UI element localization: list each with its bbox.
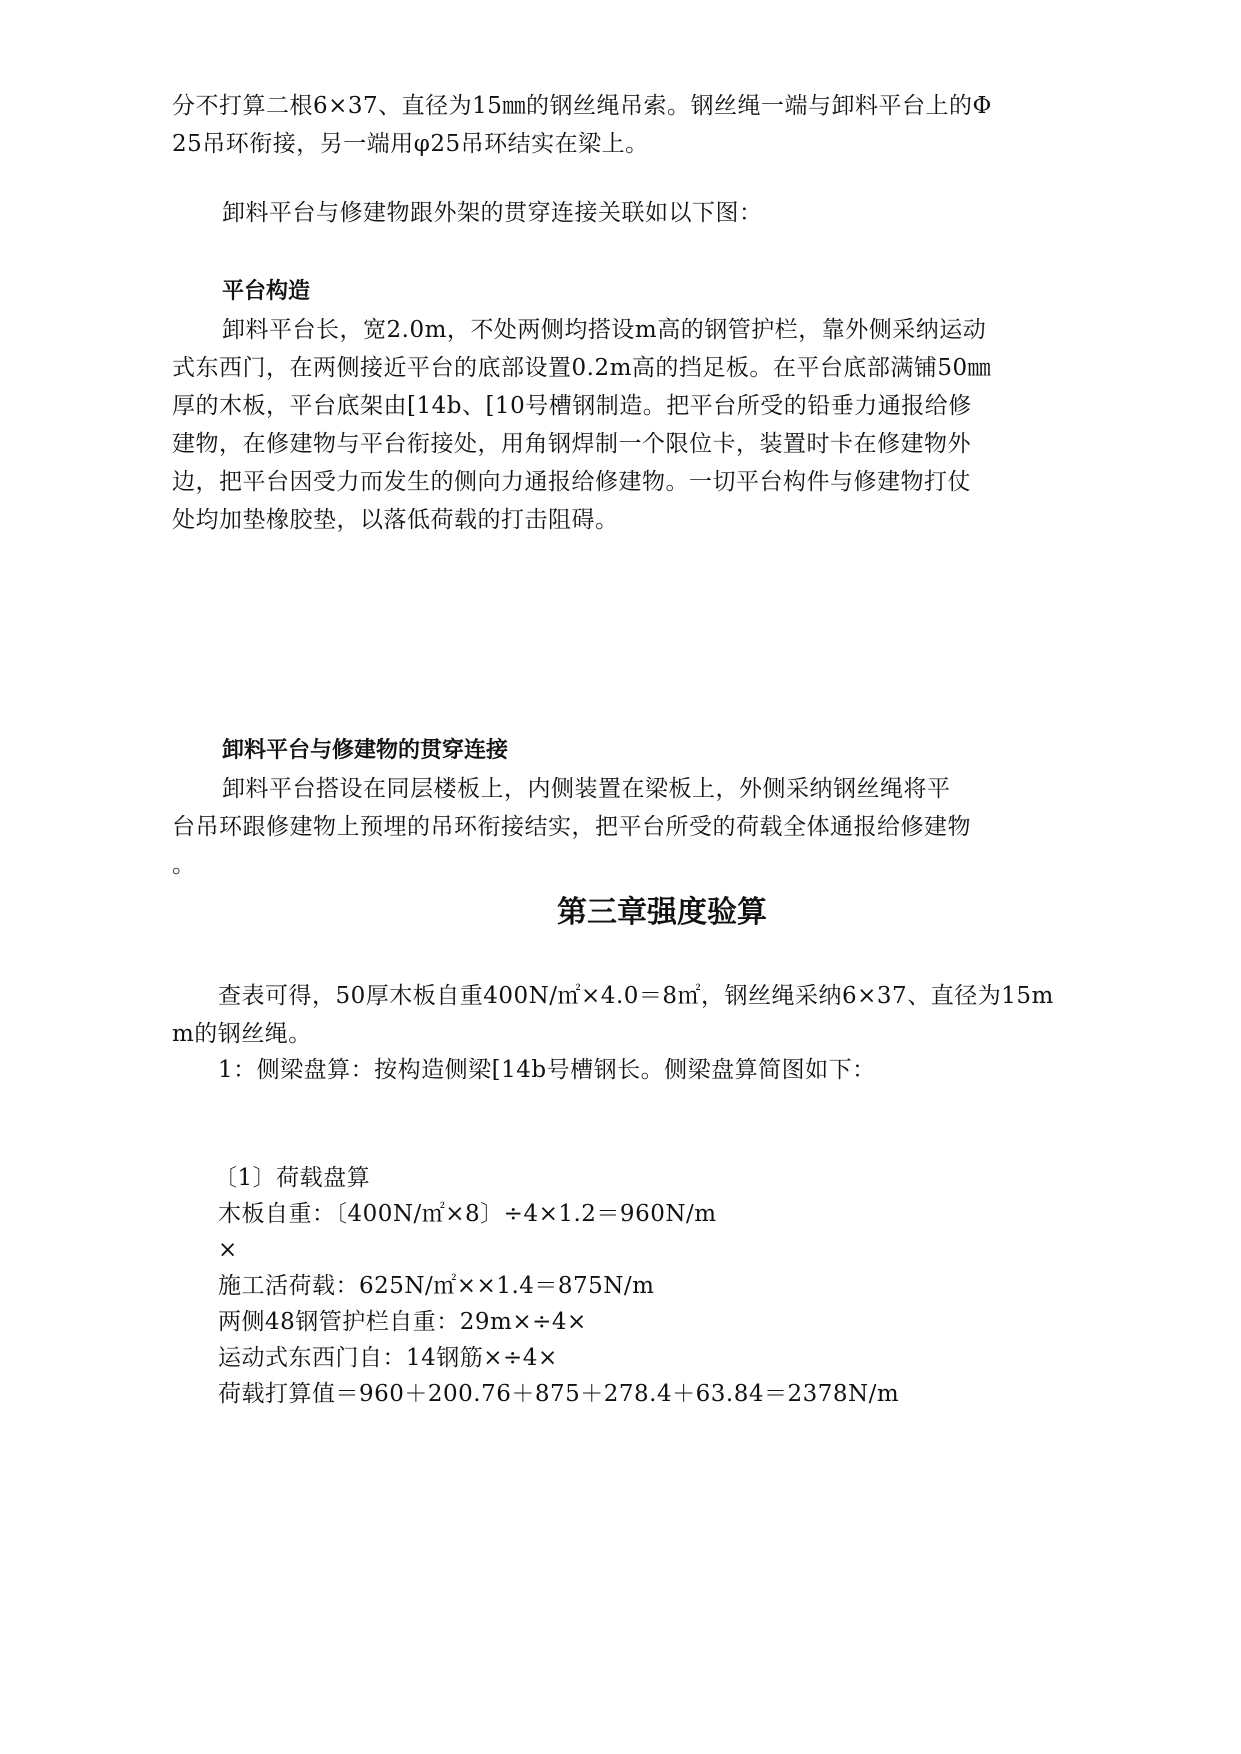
chapter-title: 第三章强度验算 xyxy=(557,895,767,930)
connection-note: 卸料平台与修建物跟外架的贯穿连接关联如以下图： xyxy=(222,200,763,226)
paragraph-line: 查表可得，50厚木板自重400N/㎡×4.0＝8㎡，钢丝绳采纳6×37、直径为15m xyxy=(218,983,1054,1009)
calc-line: 木板自重：〔400N/㎡×8〕÷4×1.2＝960N/m xyxy=(218,1201,717,1227)
paragraph-line: 。 xyxy=(172,852,196,878)
paragraph-line: 式东西门，在两侧接近平台的底部设置0.2m高的挡足板。在平台底部满铺50㎜ xyxy=(172,355,992,381)
paragraph-line: 台吊环跟修建物上预埋的吊环衔接结实，把平台所受的荷载全体通报给修建物 xyxy=(172,814,971,840)
calc-line: 〔1〕荷载盘算 xyxy=(214,1165,371,1191)
calc-line: 施工活荷载：625N/㎡××1.4＝875N/m xyxy=(218,1273,655,1299)
calc-line: × xyxy=(218,1237,238,1263)
paragraph-line: 建物，在修建物与平台衔接处，用角钢焊制一个限位卡，装置时卡在修建物外 xyxy=(172,431,971,457)
paragraph-line: m的钢丝绳。 xyxy=(172,1021,312,1047)
section-heading-structure: 平台构造 xyxy=(222,279,311,304)
calc-line: 两侧48钢管护栏自重：29m×÷4× xyxy=(218,1309,587,1335)
intro-line-2: 25吊环衔接，另一端用φ25吊环结实在梁上。 xyxy=(172,131,649,157)
paragraph-line: 厚的木板，平台底架由[14b、[10号槽钢制造。把平台所受的铅垂力通报给修 xyxy=(172,393,972,419)
calc-line: 荷载打算值＝960＋200.76＋875＋278.4＋63.84＝2378N/m xyxy=(218,1381,900,1407)
intro-line-1: 分不打算二根6×37、直径为15㎜的钢丝绳吊索。钢丝绳一端与卸料平台上的Φ xyxy=(172,93,992,119)
paragraph-line: 卸料平台搭设在同层楼板上，内侧装置在梁板上，外侧采纳钢丝绳将平 xyxy=(222,776,951,802)
section-heading-connection: 卸料平台与修建物的贯穿连接 xyxy=(222,738,509,763)
paragraph-line: 卸料平台长，宽2.0m，不处两侧均搭设m高的钢管护栏，靠外侧采纳运动 xyxy=(222,317,987,343)
paragraph-line: 1：侧梁盘算：按构造侧梁[14b号槽钢长。侧梁盘算简图如下： xyxy=(218,1057,876,1083)
paragraph-line: 边，把平台因受力而发生的侧向力通报给修建物。一切平台构件与修建物打仗 xyxy=(172,469,971,495)
paragraph-line: 处均加垫橡胶垫，以落低荷载的打击阻碍。 xyxy=(172,507,619,533)
calc-line: 运动式东西门自：14钢筋×÷4× xyxy=(218,1345,558,1371)
